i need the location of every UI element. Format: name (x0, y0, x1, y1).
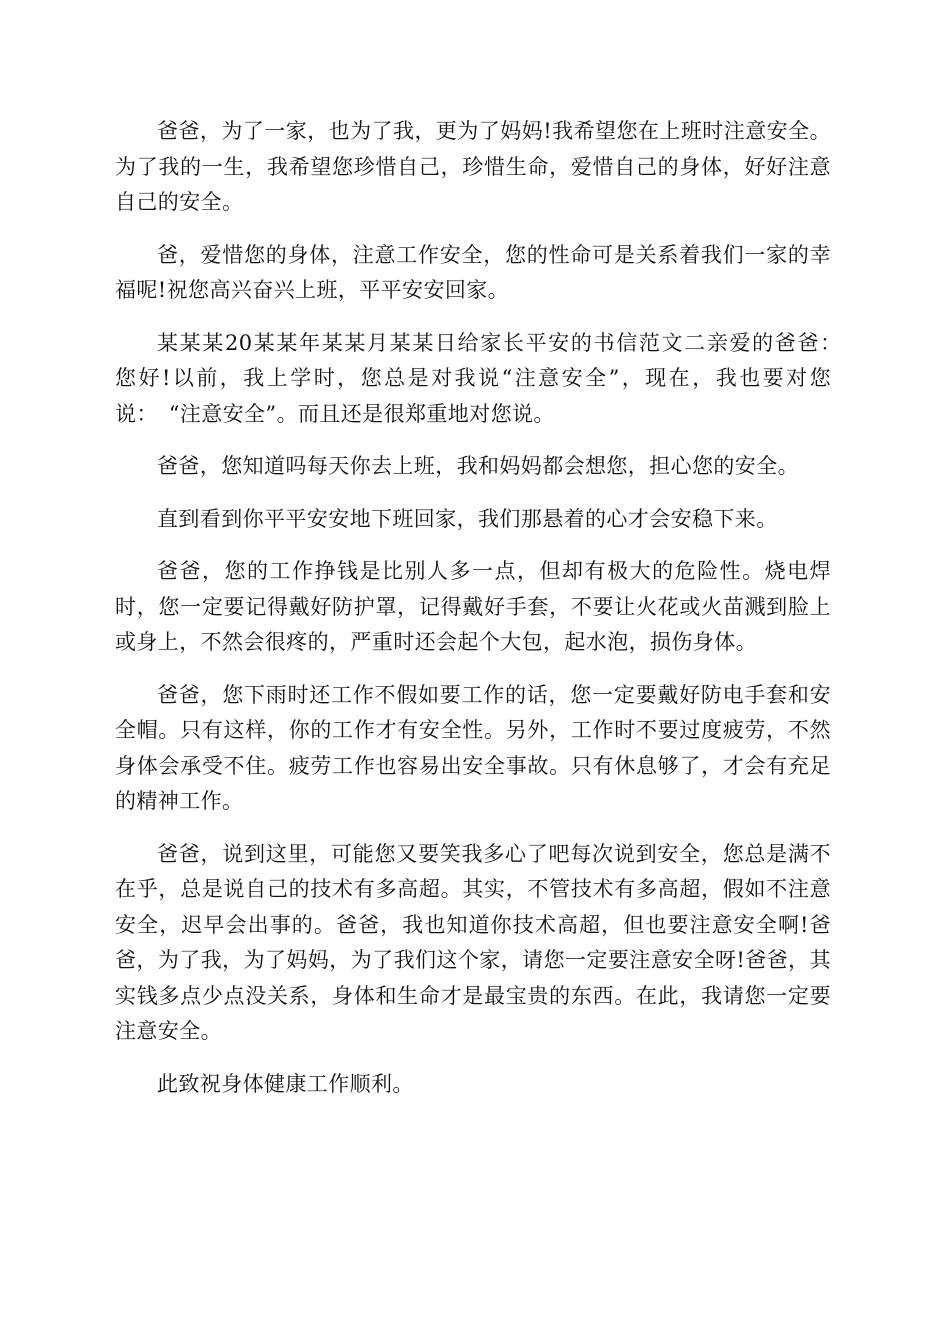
paragraph: 爸，爱惜您的身体，注意工作安全，您的性命可是关系着我们一家的幸福呢!祝您高兴奋兴上班，平平安安回家。 (115, 242, 831, 302)
paragraph: 某某某20某某年某某月某某日给家长平安的书信范文二亲爱的爸爸： 您好!以前，我上学时，您总是对我说“注意安全”，现在，我也要对您说： “注意安全”。而且还是很郑重地对您说。 (115, 330, 853, 426)
paragraph: 爸爸，您知道吗每天你去上班，我和妈妈都会想您，担心您的安全。 (157, 454, 799, 478)
paragraph: 爸爸，说到这里，可能您又要笑我多心了吧每次说到安全，您总是满不在乎，总是说自己的技术有多高超。其实，不管技术有多高超，假如不注意安全，迟早会出事的。爸爸，我也知道你技术高超，但也要注意安全啊!爸爸，为了我，为了妈妈，为了我们这个家，请您一定要注意安全呀!爸爸，其实钱多点少点没关系，身体和生命才是最宝贵的东西。在此，我请您一定要注意安全。 (115, 841, 831, 1043)
closing-line: 此致祝身体健康工作顺利。 (157, 1071, 414, 1096)
paragraph: 爸爸，您下雨时还工作不假如要工作的话，您一定要戴好防电手套和安全帽。只有这样，你的工作才有安全性。另外，工作时不要过度疲劳，不然身体会承受不住。疲劳工作也容易出安全事故。只有休息够了，才会有充足的精神工作。 (115, 682, 831, 813)
letter-body (115, 114, 853, 1102)
paragraph: 爸爸，您的工作挣钱是比别人多一点，但却有极大的危险性。烧电焊时，您一定要记得戴好防护罩，记得戴好手套，不要让火花或火苗溅到脸上或身上，不然会很疼的，严重时还会起个大包，起水泡，损伤身体。 (115, 559, 831, 654)
paragraph: 直到看到你平平安安地下班回家，我们那悬着的心才会安稳下来。 (157, 506, 778, 531)
paragraph: 爸爸，为了一家，也为了我，更为了妈妈!我希望您在上班时注意安全。为了我的一生，我希望您珍惜自己，珍惜生命，爱惜自己的身体，好好注意自己的安全。 (115, 119, 831, 214)
